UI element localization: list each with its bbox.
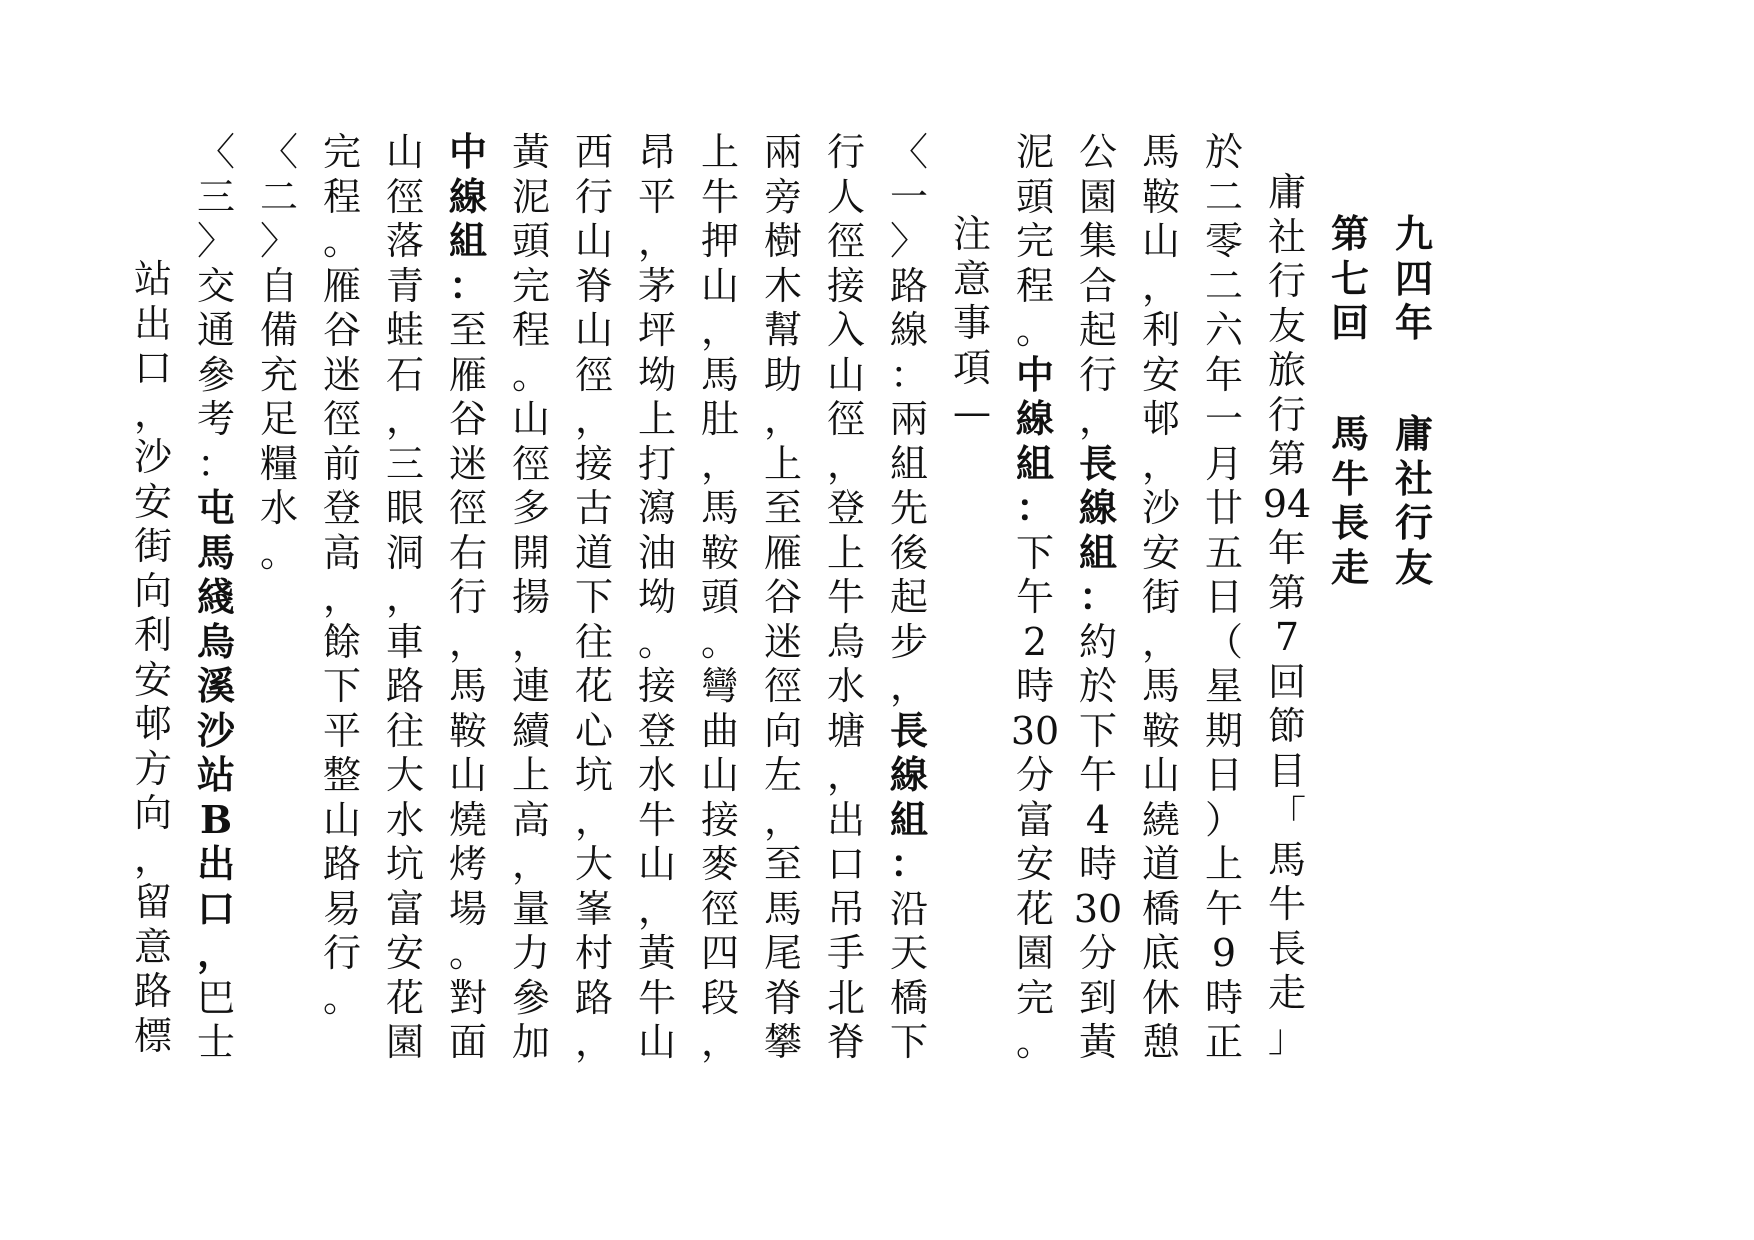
- long-route-label: 長線組：: [1078, 440, 1117, 619]
- route-text-1-end: 沿天橋下: [889, 886, 928, 1064]
- intro-line-2: 於二零二六年一月廿五日（星期日）上午9時正: [1204, 130, 1243, 1064]
- transport-line-2: 站出口，沙安街向利安邨方向，留意路標: [133, 257, 172, 1058]
- route-middle-label: 中線組：: [448, 129, 487, 308]
- supplies-note: 〈二〉自備充足糧水。: [259, 130, 298, 575]
- intro-line-4: [1073, 130, 1123, 1065]
- org-name: 庸社行友: [1394, 411, 1433, 590]
- route-line-9: 山徑落青蛙石，三眼洞，車路往大水坑富安花園: [385, 130, 424, 1064]
- notes-heading: 注意事項—: [952, 212, 991, 434]
- event-title: 馬牛長走: [1330, 411, 1369, 590]
- intro-line-1: 庸社行友旅行第94年第7回節目「馬牛長走」: [1262, 170, 1312, 1060]
- route-line-4: 上牛押山，馬肚，馬鞍頭。彎曲山接麥徑四段，: [700, 130, 739, 1064]
- route-line-10: 完程。雁谷迷徑前登高，餘下平整山路易行。: [322, 130, 361, 1020]
- transport-route: 屯馬綫烏溪沙站B出口，: [196, 485, 235, 975]
- year-label: 九四年: [1394, 211, 1433, 345]
- intro-line-5: [1010, 130, 1060, 1065]
- route-line-5: 昂平，茅坪坳上打瀉油坳。接登水牛山，黃牛山: [637, 130, 676, 1064]
- route-text-8: 至雁谷迷徑右行，馬鞍山燒烤場。對面: [448, 308, 487, 1064]
- route-line-8: [443, 130, 493, 1065]
- intro-line-3: 馬鞍山，利安邨，沙安街，馬鞍山繞道橋底休憩: [1141, 130, 1180, 1064]
- intro-line-5-end: 下午2時30分富安花園完。: [1010, 530, 1060, 1064]
- route-line-3: 兩旁樹木幫助，上至雁谷迷徑向左，至馬尾脊攀: [763, 130, 802, 1064]
- route-line-2: 行人徑接入山徑，登上牛烏水塘，出口吊手北脊: [826, 130, 865, 1064]
- route-label: 〈一〉路線：: [889, 130, 928, 397]
- intro-line-4-text: 公園集合起行，: [1078, 130, 1117, 441]
- transport-bus: 巴士: [196, 975, 235, 1064]
- route-line-6: 西行山脊山徑，接古道下往花心坑，大峯村路，: [574, 130, 613, 1064]
- middle-route-label: 中線組：: [1015, 351, 1054, 530]
- route-long-label: 長線組：: [889, 707, 928, 886]
- route-line-1: [884, 130, 934, 1065]
- transport-line-1: [191, 130, 241, 1065]
- episode-label: 第七回: [1330, 211, 1369, 345]
- route-line-7: 黃泥頭完程。山徑多開揚，連續上高，量力參加: [511, 130, 550, 1064]
- intro-line-5-text: 泥頭完程。: [1015, 130, 1054, 352]
- intro-line-4-end: 約於下午4時30分到黃: [1073, 619, 1123, 1064]
- transport-label: 〈三〉交通參考：: [196, 130, 235, 486]
- route-text-1: 兩組先後起步，: [889, 397, 928, 708]
